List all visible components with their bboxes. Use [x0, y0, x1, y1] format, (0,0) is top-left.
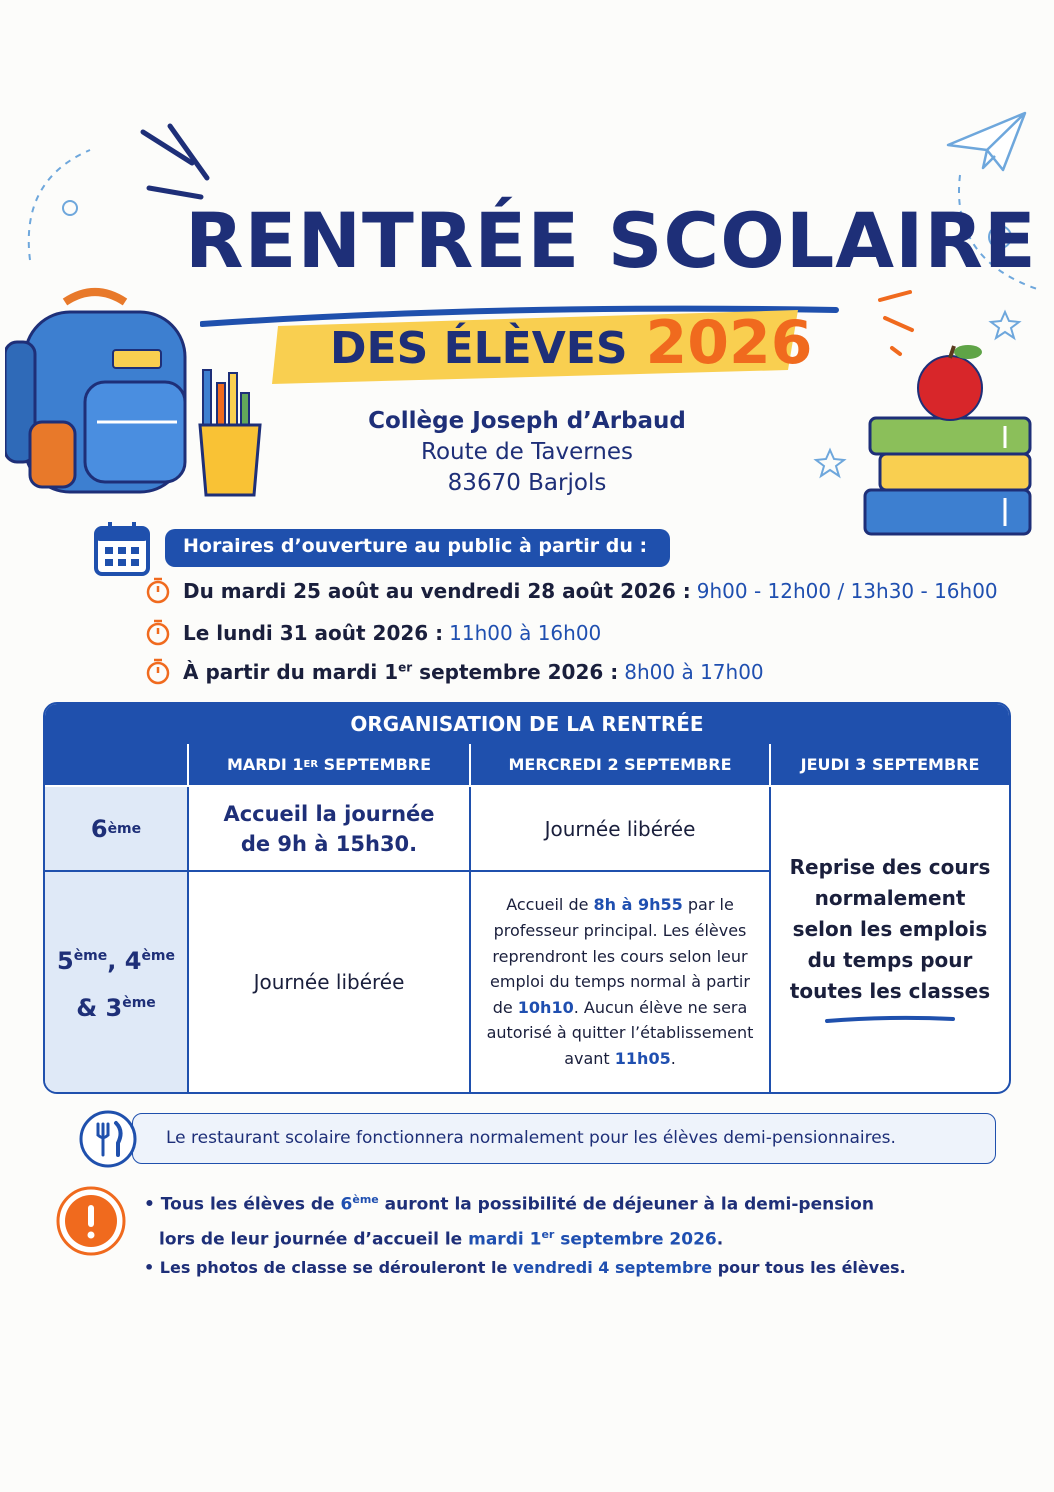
hours-header: Horaires d’ouverture au public à partir du : — [165, 529, 670, 567]
hours-label: Le lundi 31 août 2026 : — [183, 621, 444, 645]
jeudi-line: selon les emplois — [792, 917, 988, 941]
note-text: auront la possibilité de déjeuner à la demi-pension — [378, 1194, 874, 1215]
note-text: . — [716, 1229, 724, 1250]
table-corner — [45, 744, 189, 787]
note-highlight: vendredi 4 septembre — [512, 1258, 713, 1277]
jeudi-line: normalement — [814, 886, 966, 910]
school-city: 83670 Barjols — [447, 470, 607, 496]
warning-icon — [55, 1185, 127, 1257]
organisation-grid — [45, 744, 1009, 1092]
jeudi-underline — [825, 1013, 955, 1027]
cell-6eme-mercredi: Journée libérée — [471, 787, 771, 872]
note-text: lors de leur journée d’accueil le — [159, 1229, 469, 1250]
hours-value: 8h00 à 17h00 — [624, 660, 764, 684]
cell-6eme-mardi-l2: de 9h à 15h30. — [240, 831, 418, 856]
hours-row — [145, 577, 998, 605]
level-3-sup: ème — [122, 995, 156, 1011]
calendar-icon — [93, 520, 151, 578]
level-4: , 4 — [107, 947, 142, 975]
school-name: Collège Joseph d’Arbaud — [368, 408, 686, 434]
col-mardi-pre: MARDI 1 — [226, 755, 304, 774]
organisation-table — [43, 702, 1011, 1094]
note-text: Tous les élèves de — [160, 1194, 341, 1215]
row-level-6eme — [45, 787, 189, 872]
mercredi-highlight: 10h10 — [517, 997, 574, 1017]
col-mardi-sup: ER — [303, 759, 319, 770]
jeudi-line: du temps pour — [807, 948, 973, 972]
cell-6eme-mardi-l1: Accueil la journée — [223, 801, 435, 826]
hours-label-pre: À partir du mardi 1 — [183, 660, 399, 684]
level-6-sup: ème — [107, 820, 142, 837]
note-highlight: 6 — [340, 1194, 353, 1215]
hours-label: Du mardi 25 août au vendredi 28 août 2026 : — [183, 579, 691, 603]
timer-icon — [145, 619, 171, 647]
hours-value: 9h00 - 12h00 / 13h30 - 16h00 — [696, 579, 998, 603]
hours-row — [145, 658, 764, 686]
subtitle-year: 2026 — [645, 308, 813, 378]
mercredi-highlight: 8h à 9h55 — [593, 895, 683, 915]
note-text: Les photos de classe se dérouleront le — [159, 1258, 513, 1277]
col-mardi-post: SEPTEMBRE — [318, 755, 432, 774]
note-demi-pension: • Tous les élèves de 6ème auront la possibilité de déjeuner à la demi-pension lors de leur journée d’accueil le mardi 1er septembre 2026. — [144, 1193, 874, 1250]
school-address — [0, 408, 1054, 496]
school-street: Route de Tavernes — [421, 439, 633, 465]
note-highlight: septembre 2026 — [554, 1229, 717, 1250]
note-highlight: mardi 1 — [468, 1229, 542, 1250]
mercredi-text: Accueil de — [506, 895, 594, 915]
mercredi-highlight: 11h05 — [614, 1048, 671, 1068]
note-highlight-sup: er — [541, 1227, 555, 1241]
hours-label — [183, 660, 618, 684]
mercredi-text: . Aucun élève ne sera autorisé à quitter l’établissement avant — [486, 997, 754, 1068]
mercredi-text: . — [670, 1048, 676, 1068]
col-header-jeudi: JEUDI 3 SEPTEMBRE — [771, 744, 1009, 787]
level-4-sup: ème — [141, 948, 176, 964]
organisation-title: ORGANISATION DE LA RENTRÉE — [45, 704, 1009, 744]
note-photos: • Les photos de classe se dérouleront le vendredi 4 septembre pour tous les élèves. — [144, 1258, 906, 1277]
hours-label-sup: er — [398, 660, 413, 675]
level-5: 5 — [56, 947, 74, 975]
col-header-mardi — [189, 744, 471, 787]
cell-6eme-mardi — [189, 787, 471, 872]
cell-5-4-3eme-mercredi — [471, 872, 771, 1092]
hours-label-post: septembre 2026 : — [412, 660, 619, 684]
subtitle-text: DES ÉLÈVES — [330, 323, 628, 374]
paper-plane-icon — [945, 110, 1030, 175]
col-header-mercredi: MERCREDI 2 SEPTEMBRE — [471, 744, 771, 787]
level-6: 6 — [90, 814, 108, 843]
cell-5-4-3eme-mardi: Journée libérée — [189, 872, 471, 1092]
timer-icon — [145, 658, 171, 686]
level-5-sup: ème — [73, 948, 108, 964]
fork-knife-icon — [78, 1109, 138, 1169]
timer-icon — [145, 577, 171, 605]
row-level-5-4-3eme — [45, 872, 189, 1092]
jeudi-line: Reprise des cours — [789, 855, 991, 879]
note-text: pour tous les élèves. — [712, 1258, 906, 1277]
mercredi-text: par le professeur principal. Les élèves reprendront les cours selon leur emploi du temps normal à partir de — [490, 895, 750, 1017]
note-highlight-sup: ème — [352, 1193, 379, 1206]
subtitle — [330, 308, 813, 378]
hours-row — [145, 619, 601, 647]
page-title: RENTRÉE SCOLAIRE — [185, 196, 1037, 285]
level-3: & 3 — [76, 994, 123, 1022]
restaurant-note: Le restaurant scolaire fonctionnera normalement pour les élèves demi-pensionnaires. — [132, 1113, 996, 1164]
jeudi-line: toutes les classes — [789, 979, 991, 1003]
hours-value: 11h00 à 16h00 — [449, 621, 602, 645]
cell-jeudi — [771, 787, 1009, 1092]
